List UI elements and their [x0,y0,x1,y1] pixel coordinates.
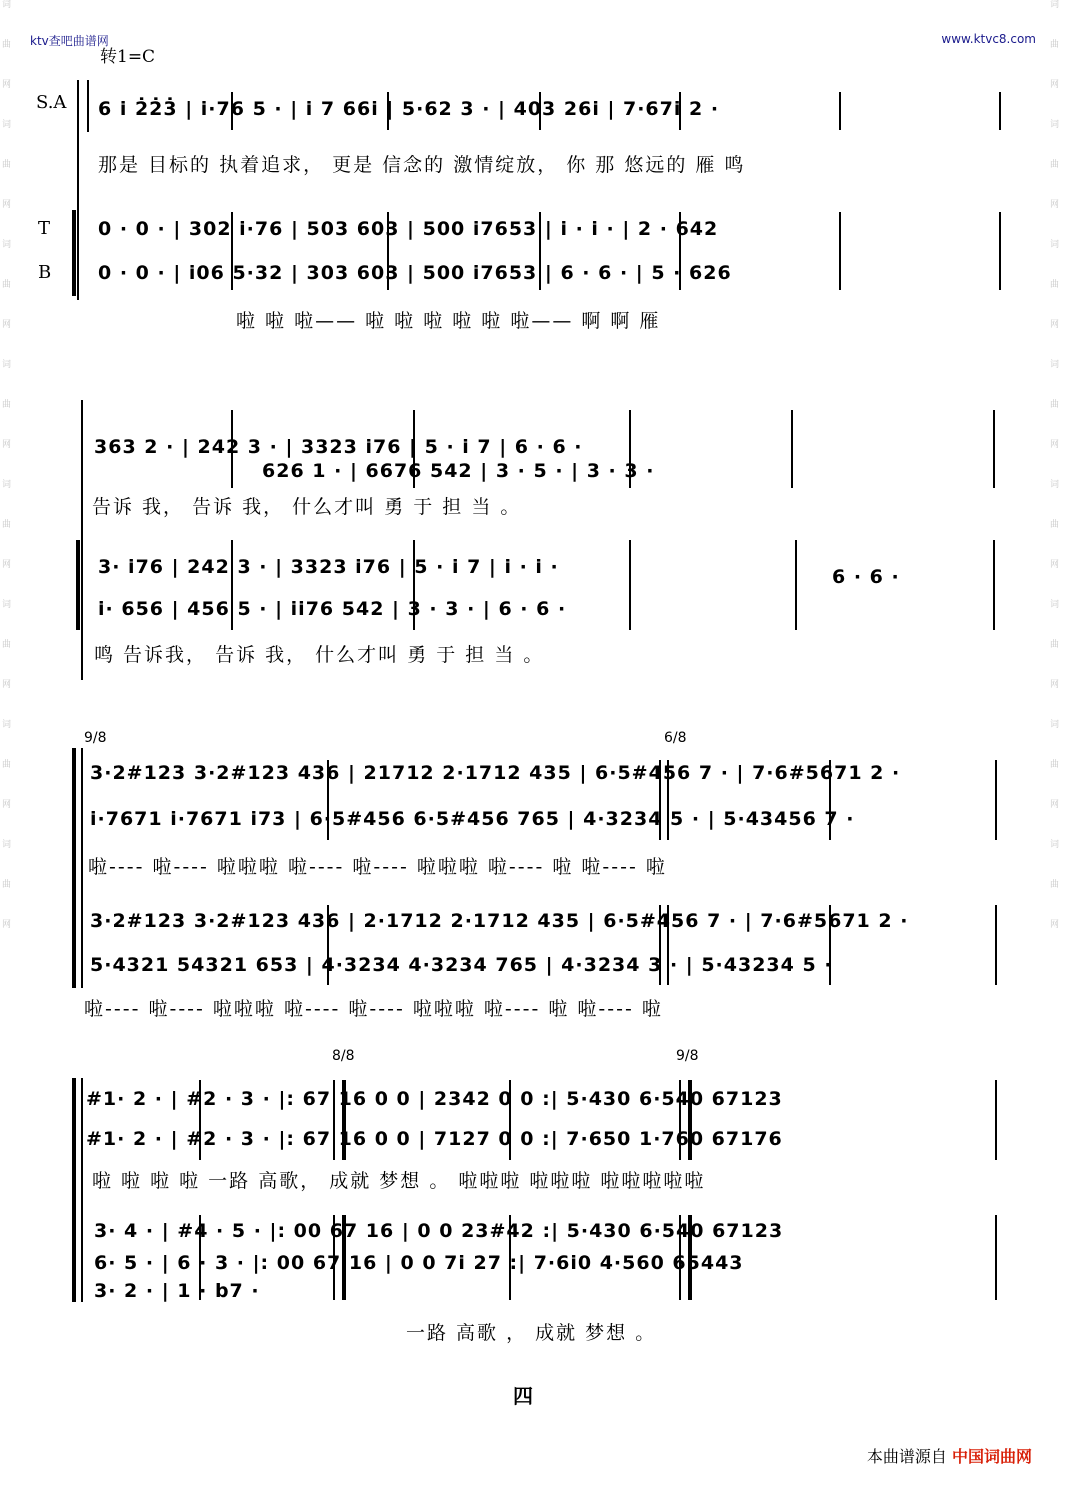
sa-lyrics-system4: 啦 啦 啦 啦 一路 高歌， 成就 梦想 。 啦啦啦 啦啦啦 啦啦啦啦啦 [92,1170,706,1192]
footer-source [867,1444,1032,1467]
meter-9-8: 9/8 [84,730,107,746]
tb-lyrics-system2: 鸣 告诉我， 告诉 我， 什么才叫 勇 于 担 当 。 [94,644,545,666]
sa-notes-system4-upper: #1· 2 · | #2 · 3 · |: 67 16 0 0 | 2342 0 0 :| 5·430 6·540 67123 [86,1088,783,1110]
sa-notes-system3-lower: i·7671 i·7671 i73 | 6·5#456 6·5#456 765 | 4·3234 5 · | 5·43456 7 · [90,808,855,830]
meter-6-8: 6/8 [664,730,687,746]
site-url[interactable]: www.ktvc8.com [941,32,1036,46]
key-change-label: 转1=C [100,47,156,67]
sa-notes-system3-upper: 3·2#123 3·2#123 436 | 21712 2·1712 435 | 6·5#456 7 · | 7·6#5671 2 · [90,762,901,784]
tb-notes-system4-lower: 3· 2 · | 1 · b7 · [94,1280,260,1302]
tb-notes-system4-upper: 3· 4 · | #4 · 5 · |: 00 67 16 | 0 0 23#42 :| 5·430 6·540 67123 [94,1220,784,1242]
meter-8-8: 8/8 [332,1048,355,1064]
b-notes-system1: 0 · 0 · | i06 5·32 | 303 603 | 500 i7653 | 6 · 6 · | 5 · 626 [98,262,732,284]
sa-notes-system4-lower: #1· 2 · | #2 · 3 · |: 67 16 0 0 | 7127 0 0 :| 7·650 1·760 67176 [86,1128,783,1150]
sa-notes-system2-lower: 626 1 · | 6676 542 | 3 · 5 · | 3 · 3 · [262,460,655,482]
footer-brand-link[interactable]: 中国词曲网 [951,1447,1032,1466]
page-number: 四 [513,1384,533,1408]
part-label-b: B [38,262,52,283]
tb-notes-system2-upper: 3· i76 | 242 3 · | 3323 i76 | 5 · i 7 | i · i · [98,556,559,578]
tb-notes-system3-lower: 5·4321 54321 653 | 4·3234 4·3234 765 | 4·3234 3 · | 5·43234 5 · [90,954,833,976]
tb-notes-system4-middle: 6· 5 · | 6 · 3 · |: 00 67 16 | 0 0 7i 27 :| 7·6i0 4·560 65443 [94,1252,744,1274]
tb-notes-system2-lower: i· 656 | 456 5 · | ii76 542 | 3 · 3 · | 6 · 6 · [98,598,567,620]
tb-lyrics-system3: 啦---- 啦---- 啦啦啦 啦---- 啦---- 啦啦啦 啦---- 啦 啦---- 啦 [84,998,663,1020]
meter-9-8-second: 9/8 [676,1048,699,1064]
tb-lyrics-system4: 一路 高歌 ， 成就 梦想 。 [406,1322,657,1344]
part-label-sa: S.A [36,92,67,113]
part-label-t: T [38,218,51,239]
sa-lyrics-system3: 啦---- 啦---- 啦啦啦 啦---- 啦---- 啦啦啦 啦---- 啦 啦---- 啦 [88,856,667,878]
sa-notes-system2-upper: 363 2 · | 242 3 · | 3323 i76 | 5 · i 7 | 6 · 6 · [94,436,583,458]
tb-lyrics-system1: 啦 啦 啦—— 啦 啦 啦 啦 啦 啦—— 啊 啊 雁 [236,310,661,332]
sa-lyrics-system1: 那是 目标的 执着追求， 更是 信念的 激情绽放， 你 那 悠远的 雁 鸣 [98,154,746,176]
t-notes-system1: 0 · 0 · | 302 i·76 | 503 603 | 500 i7653 | i · i · | 2 · 642 [98,218,719,240]
tb-notes-system3-upper: 3·2#123 3·2#123 436 | 2·1712 2·1712 435 | 6·5#456 7 · | 7·6#5671 2 · [90,910,909,932]
left-watermark: 词 曲 网 词 曲 网 词 曲 网 词 曲 网 词 曲 网 词 曲 网 词 曲 网 词 曲 网 [2,0,12,930]
right-watermark: 词 曲 网 词 曲 网 词 曲 网 词 曲 网 词 曲 网 词 曲 网 词 曲 网 词 曲 网 [1050,0,1060,930]
tb-notes-system2-extra: 6 · 6 · [832,566,900,588]
sa-notes-system1: 6 i 2̇2̇3̇ | i·76 5 · | i 7 66i | 5·62 3 · | 403 26i | 7·67i 2 · [98,98,720,120]
sa-lyrics-system2: 告诉 我， 告诉 我， 什么才叫 勇 于 担 当 。 [92,496,522,518]
footer-label: 本曲谱源自 [866,1447,947,1466]
site-name: ktv查吧曲谱网 [30,34,109,48]
